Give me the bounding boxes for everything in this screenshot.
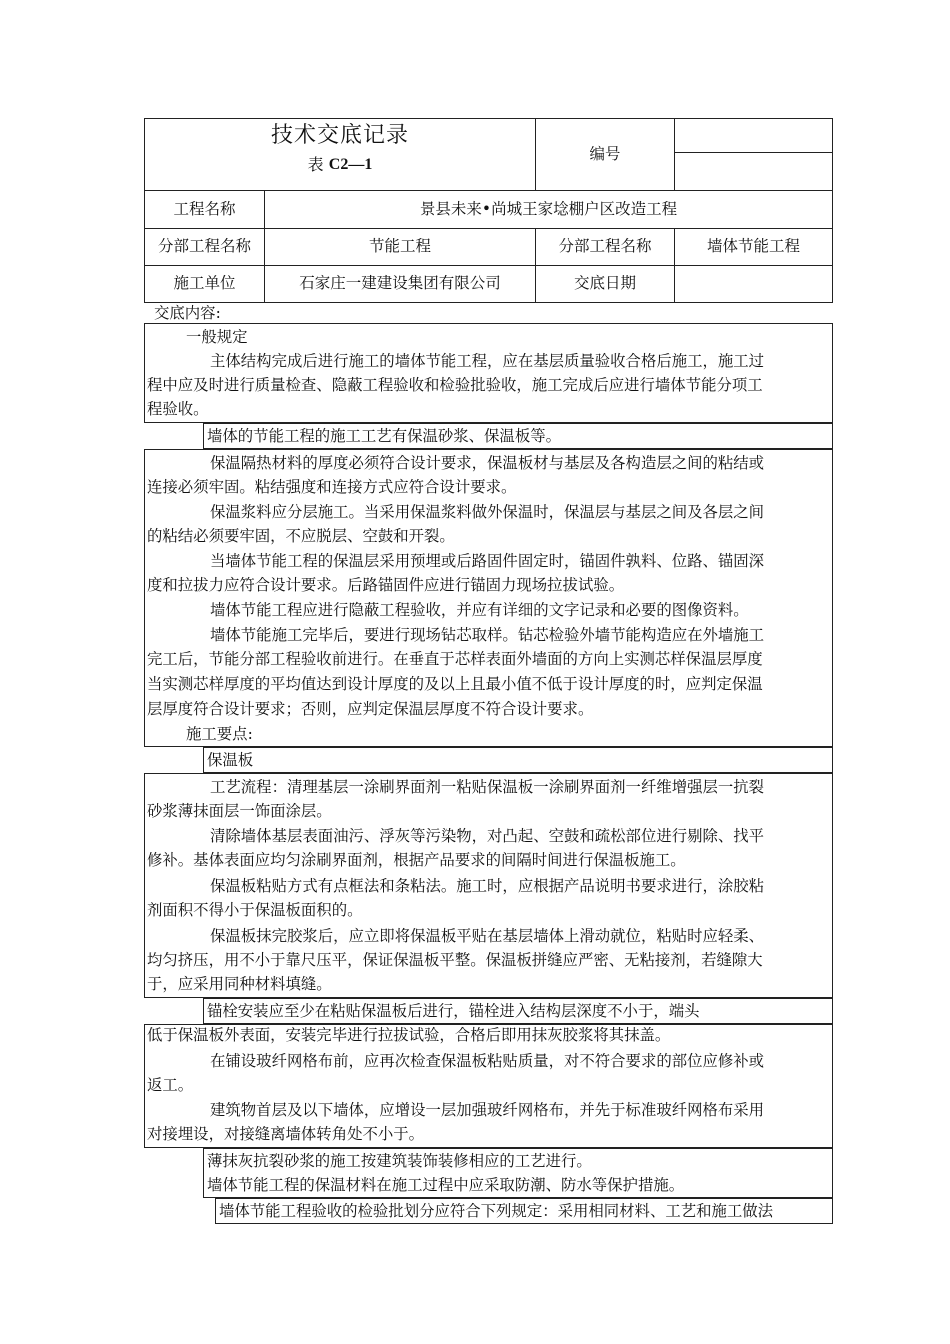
p11-line-1: 保温板抹完胶浆后，应立即将保温板平贴在基层墙体上滑动就位，粘贴时应轻柔、 [210,927,765,945]
p10-line-2: 剂面积不得小于保温板面积的。 [147,901,363,919]
number-field-1[interactable] [675,119,832,152]
form-code-prefix: 表 [307,155,324,174]
sub-project-label: 分部工程名称 [157,237,251,256]
p5-line-1: 当墙体节能工程的保温层采用预埋或后路固件固定时，锚固件孰料、位路、锚固深 [210,552,765,570]
p2-line: 墙体的节能工程的施工工艺有保温砂浆、保温板等。 [207,427,561,445]
p1-line-3: 程验收。 [147,400,209,418]
p1-line-2: 程中应及时进行质量检查、隐蔽工程验收和检验批验收，施工完成后应进行墙体节能分项工 [147,376,763,394]
p11-line-2: 均匀挤压，用不小于靠尺压平，保证保温板平整。保温板拼缝应严密、无粘接剂，若缝隙大 [147,951,763,969]
sub-item-value: 墙体节能工程 [706,237,800,256]
p5-line-2: 度和拉拔力应符合设计要求。后路锚固件应进行锚固力现场拉拔试验。 [147,576,625,594]
form-code [145,152,535,178]
p16-line: 墙体节能工程的保温材料在施工过程中应采取防潮、防水等保护措施。 [207,1176,685,1194]
p7-line-3: 当实测芯样厚度的平均值达到设计厚度的及以上且最小值不低于设计厚度的时，应判定保温 [147,675,763,693]
p4-line-1: 保温浆料应分层施工。当采用保温浆料做外保温时，保温层与基层之间及各层之间 [210,503,765,521]
p8-line-1: 工艺流程：清理基层一涂刷界面剂一粘贴保温板一涂刷界面剂一纤维增强层一抗裂 [210,778,765,796]
page-title: 技术交底记录 [270,123,409,148]
p13-line-2: 返工。 [147,1076,194,1094]
sub-item-label: 分部工程名称 [558,237,652,256]
general-heading: 一般规定 [186,328,248,346]
number-label: 编号 [589,144,621,163]
date-label: 交底日期 [573,274,636,293]
p13-line-1: 在铺设玻纤网格布前，应再次检查保温板粘贴质量，对不符合要求的部位应修补或 [210,1052,765,1070]
p14-line-1: 建筑物首层及以下墙体，应增设一层加强玻纤网格布，并先于标准玻纤网格布采用 [210,1101,765,1119]
p14-line-2: 对接埋设，对接缝离墙体转角处不小于。 [147,1125,425,1143]
p12-line-1: 锚栓安装应至少在粘贴保温板后进行，锚栓进入结构层深度不小于，端头 [207,1002,700,1020]
form-code-value: C2—1 [328,156,373,173]
key-points-heading: 施工要点: [186,725,253,743]
project-name-value: 景县未来•尚城王家埝棚户区改造工程 [419,199,678,218]
p15-line: 薄抹灰抗裂砂浆的施工按建筑装饰装修相应的工艺进行。 [207,1152,592,1170]
p12-line-2: 低于保温板外表面，安装完毕进行拉拔试验，合格后即用抹灰胶浆将其抹盖。 [147,1026,671,1044]
board-heading-box [203,747,833,773]
p11-line-3: 于，应采用同种材料填缝。 [147,975,332,993]
p9-line-1: 清除墙体基层表面油污、浮灰等污染物，对凸起、空鼓和疏松部位进行剔除、找平 [210,827,765,845]
p3-line-1: 保温隔热材料的厚度必须符合设计要求，保温板材与基层及各构造层之间的粘结或 [210,454,765,472]
p17-line: 墙体节能工程验收的检验批划分应符合下列规定：采用相同材料、工艺和施工做法 [219,1202,774,1220]
p4-line-2: 的粘结必须要牢固，不应脱层、空鼓和开裂。 [147,527,455,545]
p7-line-4: 层厚度符合设计要求；否则，应判定保温层厚度不符合设计要求。 [147,700,594,718]
p6-line: 墙体节能工程应进行隐蔽工程验收，并应有详细的文字记录和必要的图像资料。 [210,601,749,619]
board-heading: 保温板 [207,751,254,769]
number-field-2[interactable] [675,153,832,190]
date-value[interactable] [675,266,832,302]
p7-line-1: 墙体节能施工完毕后，要进行现场钻芯取样。钻芯检验外墙节能构造应在外墙施工 [210,626,765,644]
sub-project-value: 节能工程 [368,237,431,256]
content-heading: 交底内容: [154,304,221,322]
contractor-value: 石家庄一建建设集团有限公司 [299,274,501,293]
p7-line-2: 完工后，节能分部工程验收前进行。在垂直于芯样表面外墙面的方向上实测芯样保温层厚度 [147,650,763,668]
project-name-label: 工程名称 [173,199,236,218]
p9-line-2: 修补。基体表面应均匀涂刷界面剂，根据产品要求的间隔时间进行保温板施工。 [147,851,686,869]
p10-line-1: 保温板粘贴方式有点框法和条粘法。施工时，应根据产品说明书要求进行，涂胶粘 [210,877,765,895]
p1-line-1: 主体结构完成后进行施工的墙体节能工程，应在基层质量验收合格后施工，施工过 [210,352,765,370]
p3-line-2: 连接必须牢固。粘结强度和连接方式应符合设计要求。 [147,478,517,496]
contractor-label: 施工单位 [173,274,236,293]
p8-line-2: 砂浆薄抹面层一饰面涂层。 [147,802,332,820]
